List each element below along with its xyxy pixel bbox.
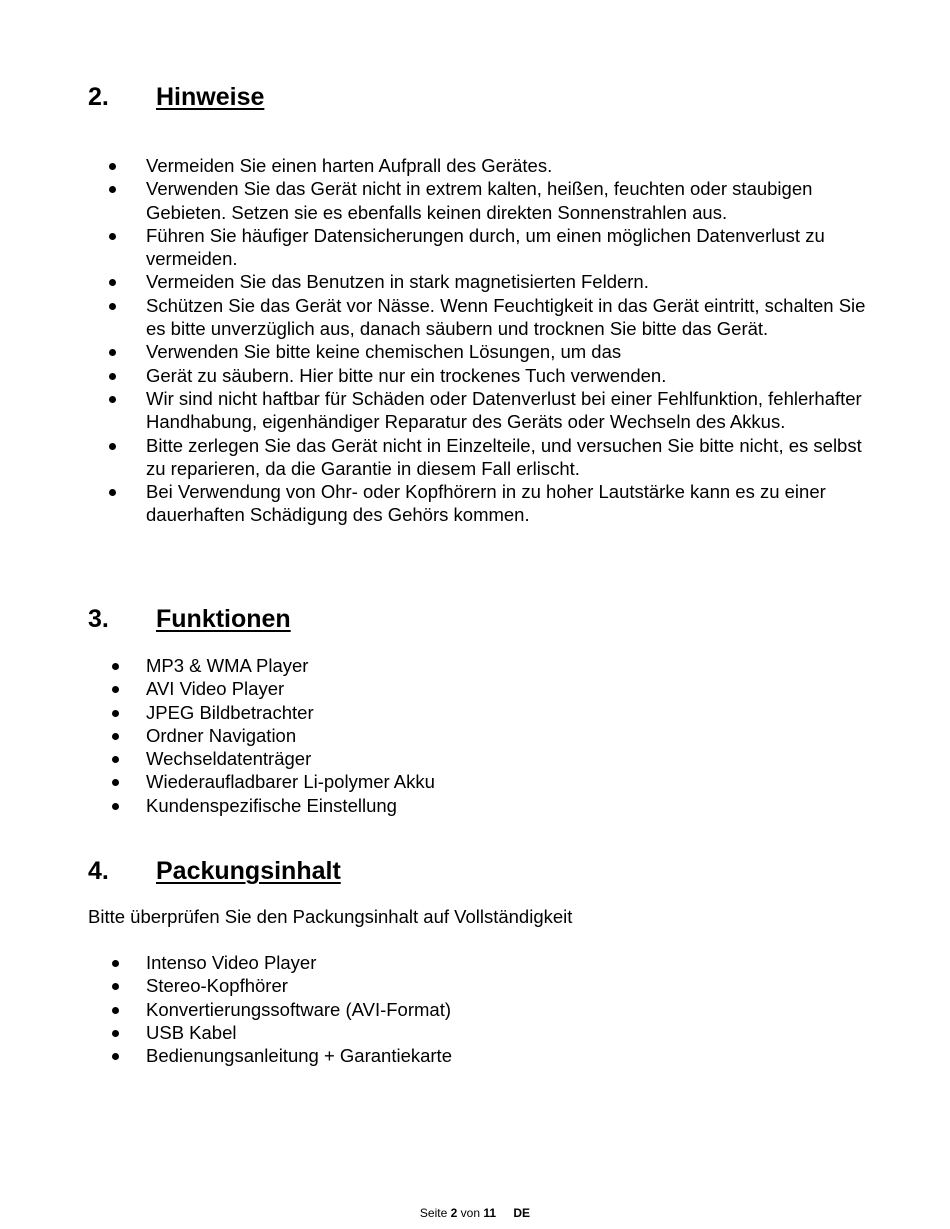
- list-item-text: Wir sind nicht haftbar für Schäden oder Datenverlust bei einer Fehlfunktion, fehlerhafter Handhabung, eigenhändiger Reparatur des Geräts oder Wechseln des Akkus.: [146, 387, 862, 433]
- section-packungsinhalt: [88, 856, 868, 1067]
- list-item: [88, 270, 868, 293]
- bullet-icon: [109, 396, 116, 403]
- section-heading: [88, 82, 868, 112]
- bullet-icon: [112, 1053, 119, 1060]
- bullet-icon: [112, 686, 119, 693]
- bullet-icon: [112, 756, 119, 763]
- section-number: 2.: [88, 83, 109, 111]
- section-heading: [88, 856, 868, 886]
- list-item-text: MP3 & WMA Player: [146, 655, 309, 676]
- list-item-text: Kundenspezifische Einstellung: [146, 794, 397, 816]
- footer-von: von: [460, 1206, 481, 1220]
- section-title: Packungsinhalt: [156, 857, 341, 885]
- list-item-text: USB Kabel: [146, 1021, 237, 1043]
- list-item-text: Ordner Navigation: [146, 724, 297, 746]
- bullet-icon: [109, 489, 116, 496]
- bullet-icon: [112, 663, 119, 670]
- list-item: [88, 974, 868, 997]
- list-item: [88, 177, 868, 224]
- list-item: [88, 1021, 868, 1044]
- list-item-text: Vermeiden Sie einen harten Aufprall des Gerätes.: [146, 155, 553, 176]
- list-item-text: Wechseldatenträger: [146, 748, 312, 770]
- bullet-icon: [109, 443, 116, 450]
- footer-current-page: 2: [450, 1206, 458, 1220]
- list-item: [88, 794, 868, 817]
- list-item-text: Verwenden Sie das Gerät nicht in extrem kalten, heißen, feuchten oder staubigen Gebieten. Setzen sie es ebenfalls keinen direkten Sonnenstrahlen aus.: [146, 178, 813, 223]
- list-item: [88, 701, 868, 724]
- section-title: Funktionen: [156, 605, 291, 633]
- section-heading: [88, 604, 868, 634]
- list-item-text: Führen Sie häufiger Datensicherungen durch, um einen möglichen Datenverlust zu vermeiden.: [146, 224, 825, 270]
- bullet-icon: [112, 983, 119, 990]
- bullet-icon: [112, 710, 119, 717]
- bullet-icon: [109, 279, 116, 286]
- list-item: [88, 998, 868, 1021]
- list-item: [88, 770, 868, 793]
- list-item-text: Stereo-Kopfhörer: [146, 975, 288, 997]
- bullet-icon: [112, 1007, 119, 1014]
- section-title: Hinweise: [156, 83, 265, 111]
- bullet-icon: [109, 186, 116, 193]
- list-item-text: Bitte zerlegen Sie das Gerät nicht in Einzelteile, und versuchen Sie bitte nicht, es selbst zu reparieren, da die Garantie in diesem Fall erlischt.: [146, 434, 862, 479]
- bullet-icon: [112, 803, 119, 810]
- list-item: [88, 677, 868, 700]
- funktionen-list: [88, 654, 868, 817]
- list-item: [88, 724, 868, 747]
- bullet-icon: [109, 349, 116, 356]
- list-item-text: AVI Video Player: [146, 678, 285, 700]
- list-item: [88, 480, 868, 527]
- footer-total-pages: 11: [483, 1206, 497, 1220]
- bullet-icon: [109, 373, 116, 380]
- list-item-text: JPEG Bildbetrachter: [146, 701, 314, 723]
- bullet-icon: [109, 163, 116, 170]
- list-item-text: Bedienungsanleitung + Garantiekarte: [146, 1045, 452, 1067]
- bullet-icon: [112, 1030, 119, 1037]
- list-item: [88, 340, 868, 363]
- list-item: [88, 364, 868, 387]
- list-item: [88, 294, 868, 341]
- list-item-text: Konvertierungssoftware (AVI-Format): [146, 998, 452, 1020]
- intro-text: Bitte überprüfen Sie den Packungsinhalt auf Vollständigkeit: [88, 906, 573, 927]
- packungsinhalt-list: [88, 951, 868, 1067]
- list-item-text: Gerät zu säubern. Hier bitte nur ein trockenes Tuch verwenden.: [146, 364, 667, 386]
- list-item: [88, 224, 868, 271]
- list-item: [88, 654, 868, 677]
- list-item: [88, 154, 868, 177]
- list-item: [88, 387, 868, 434]
- page-footer: [0, 1205, 950, 1221]
- list-item-text: Bei Verwendung von Ohr- oder Kopfhörern in zu hoher Lautstärke kann es zu einer dauerhaften Schädigung des Gehörs kommen.: [146, 481, 826, 526]
- bullet-icon: [112, 960, 119, 967]
- section-funktionen: [88, 604, 868, 817]
- footer-language: DE: [513, 1206, 531, 1220]
- list-item: [88, 1044, 868, 1067]
- list-item: [88, 434, 868, 481]
- hinweise-list: [88, 154, 868, 527]
- list-item: [88, 951, 868, 974]
- list-item-text: Vermeiden Sie das Benutzen in stark magnetisierten Feldern.: [146, 271, 649, 293]
- section-number: 3.: [88, 605, 109, 633]
- bullet-icon: [112, 779, 119, 786]
- bullet-icon: [112, 733, 119, 740]
- section-hinweise: [88, 82, 868, 527]
- list-item-text: Wiederaufladbarer Li-polymer Akku: [146, 771, 435, 793]
- list-item-text: Verwenden Sie bitte keine chemischen Lösungen, um das: [146, 341, 622, 363]
- bullet-icon: [109, 303, 116, 310]
- footer-seite: Seite: [419, 1206, 448, 1220]
- list-item: [88, 747, 868, 770]
- bullet-icon: [109, 233, 116, 240]
- section-number: 4.: [88, 857, 109, 885]
- list-item-text: Schützen Sie das Gerät vor Nässe. Wenn Feuchtigkeit in das Gerät eintritt, schalten Sie es bitte unverzüglich aus, danach säubern und trocknen Sie bitte das Gerät.: [146, 294, 866, 340]
- list-item-text: Intenso Video Player: [146, 952, 317, 973]
